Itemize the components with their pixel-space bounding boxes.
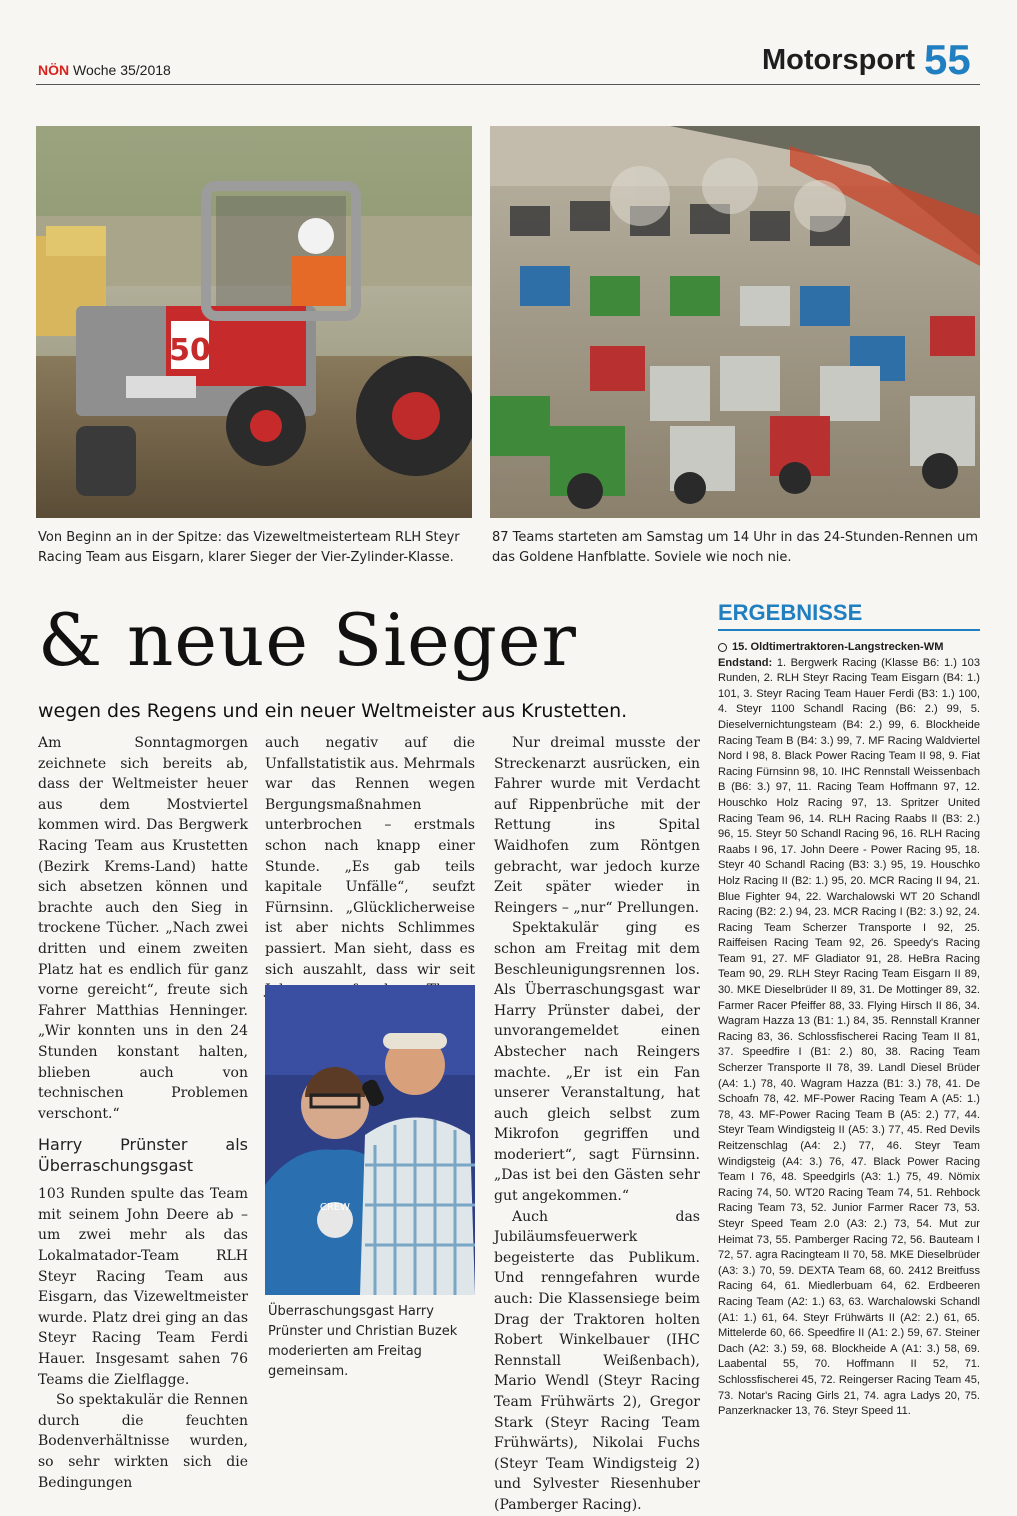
subheadline: wegen des Regens und ein neuer Weltmeister aus Krustetten. bbox=[38, 700, 628, 722]
tractor-number: 50 bbox=[169, 333, 211, 368]
right-photo-caption: 87 Teams starteten am Samstag um 14 Uhr in das 24-Stunden-Rennen um das Goldene Hanfblatte. Soviele wie noch nie. bbox=[492, 530, 979, 565]
guest-photo-caption: Überraschungsgast Harry Prünster und Christian Buzek moderierten am Freitag gemeinsam. bbox=[268, 1304, 458, 1379]
results-standings: 1. Bergwerk Racing (Klasse B6: 1.) 103 Runden, 2. RLH Steyr Racing Team Eisgarn (B4: 1.) 101, 3. Steyr Racing Team Hauer Ferdi (B3: 1.) 100, 4. Steyr 1100 Schandl Racing (B6: 2.) 99, 5. Dieselvernichtungsteam (B4: 2.) 99, 6. Blockheide Racing Team B (B4: 3.) 99, 7. MF Racing Waldviertel Nord I 98, 8. Black Power Racing Team II 98, 9. Fiat Racing Fürnsinn 98, 10. IHC Rennstall Weissenbach B (B6: 3.) 97, 11. Racing Team Hoffmann 97, 12. Houschko Holz Racing 97, 13. Spritzer United Racing Team 96, 14. RLH Racing Raabs II (B3: 2.) 96, 15. Steyr 50 Schandl Racing 96, 16. RLH Racing Raabs I 96, 17. John Deere - Power Racing 95, 18. Steyr 40 Schandl Racing (B3: 3.) 95, 19. Houschko Holz Racing II (B2: 1.) 95, 20. MCR Racing II 94, 21. Blue Fighter 94, 22. Warchalowski WT 20 Schandl Racing (B2: 2.) 94, 23. MCR Racing I (B2: 3.) 92, 24. Racing Team Scherzer Transporte I 92, 25. Raiffeisen Racing Team 92, 26. Speedy's Racing Team 91, 27. MF Gladiator 91, 28. HeBra Racing Team 90, 29. RLH Steyr Racing Team Eisgarn II 89, 30. MKE Dieselbrüder II 89, 31. De Mottinger 89, 32. Farmer Racer Pfeiffer 88, 33. Flying Hirsch II 86, 34. Wagram Hazza 13 (B1: 1.) 84, 35. Rennstall Kranner Racing 83, 36. Schlossfischerei Racing Team II 81, 37. Speedfire I (B1: 2.) 80, 38. Racing Team Scherzer Transporte II 78, 39. Landl Diesel Brüder (A4: 1.) 78, 40. Wagram Hazza (B1: 3.) 78, 41. De Schoafn 78, 42. MF-Power Racing Team A (A5: 1.) 78, 43. MF-Power Racing Team B (A5: 2.) 77, 44. Steyr Team Windigsteig II (A5: 3.) 77, 45. Red Devils Reitzenschlag (A4: 2.) 77, 46. Steyr Team Windigsteig (A4: 3.) 76, 47. Black Power Racing Team I 76, 48. Speedgirls (A3: 1.) 75, 49. Nömix Racing 74, 50. WT20 Racing Team 74, 51. Rehbock Racing Team 73, 52. Junior Farmer Racer 73, 53. Steyr Speed Team 2.0 (A3: 2.) 73, 54. Mut zur Heimat 73, 55. Pamberger Racing 72, 56. Bauteam I 72, 57. agra Racingteam II 70, 58. MKE Dieselbrüder (A3: 3.) 70, 59. DEXTA Team 68, 60. 2412 Breitfuss Racing 64, 61. Miedlerbuam 64, 62. Erdbeeren Racing Team (A2: 1.) 63, 63. Warchalowski Schandl (A1: 1.) 61, 64. Steyr Frühwärts II (A2: 2.) 61, 65. Mittelerde 60, 66. Speedfire II (A1: 2.) 59, 67. Steiner Dach (A2: 3.) 59, 68. Blockheide A (A1: 3.) 58, 69. Laabental 55, 70. Hoffmann II 52, 71. Schlossfischerei 45, 72. Reingerser Racing Team 45, 73. Notar's Racing Girls 21, 74. agra Ladys 20, 75. Panzerknacker 13, 76. Steyr Speed 11. bbox=[718, 656, 980, 1418]
paragraph-conditions: So spektakulär die Rennen durch die feuchten Bodenverhältnisse wurden, so sehr wirkten sich die Bedingungen bbox=[38, 1392, 248, 1491]
tractor-photo bbox=[36, 126, 472, 518]
guest-photo bbox=[265, 985, 475, 1295]
paragraph-guest: Spektakulär ging es schon am Freitag mit dem Beschleunigungsrennen los. Als Überraschungsgast war Harry Prünster dabei, der unvorangemeldet einen Abstecher nach Reingers machte. „Er ist ein Fan unserer Veranstaltung, hat auch gleich selbst zum Mikrofon gegriffen und moderiert“, sagt Fürnsinn. „Das ist bei den Gästen sehr gut angekommen.“ bbox=[494, 920, 700, 1205]
newspaper-logo: NÖN bbox=[38, 62, 70, 78]
article-column-3 bbox=[494, 733, 700, 1516]
paragraph-accidents: auch negativ auf die Unfallstatistik aus. Mehrmals war das Rennen wegen Bergungsmaßnahmen unterbrochen – erstmals schon nach knapp einer Stunde. „Es gab teils kapitale Unfälle“, seufzt Fürnsinn. „Glücklicherweise ist aber nichts Schlimmes passiert. Man sieht, dass es sich auszahlt, dass wir seit bbox=[265, 735, 475, 978]
section-title: Motorsport bbox=[762, 44, 916, 76]
paragraph-injuries: Nur dreimal musste der Streckenarzt ausrücken, ein Fahrer wurde mit Verdacht auf Rippenbrüche mit der Rettung ins Spital Waidhofen zum Röntgen gebracht, war jedoch kurze Zeit später wieder in Reingers – „nur“ Prellungen. bbox=[494, 735, 700, 916]
results-divider bbox=[718, 629, 980, 631]
article-column-1 bbox=[38, 733, 248, 1493]
results-title: ERGEBNISSE bbox=[718, 600, 863, 625]
paragraph-intro: Am Sonntagmorgen zeichnete sich bereits ab, dass der Weltmeister heuer aus dem Mostviertel kommen wird. Das Bergwerk Racing Team aus Krustetten (Bezirk Krems-Land) hatte sich absetzen können und brachte auch den Sieg in trockene Tücher. „Nach zwei dritten und einem zweiten Platz hat es endlich für ganz vorne gereicht“, freute sich Fahrer Matthias Henninger. „Wir konnten uns in den 24 Stunden konstant halten, blieben auch von technischen Problemen verschont.“ bbox=[38, 735, 248, 1122]
issue-week: Woche 35/2018 bbox=[73, 62, 171, 78]
results-event-title: 15. Oldtimertraktoren-Langstrecken-WM bbox=[732, 641, 944, 653]
bullet-circle-icon bbox=[718, 643, 727, 652]
paragraph-laps: 103 Runden spulte das Team mit seinem John Deere ab – um zwei mehr als das Lokalmatador-Team RLH Steyr Racing Team aus Eisgarn, das Vizeweltmeister wurde. Platz drei ging an das Steyr Racing Team Ferdi Hauer. Insgesamt sahen 76 Teams die Zielflagge. bbox=[38, 1186, 248, 1388]
results-event bbox=[718, 640, 980, 656]
results-box bbox=[718, 640, 980, 1420]
article-column-2 bbox=[265, 733, 475, 1021]
header-divider bbox=[36, 84, 980, 85]
left-photo-caption: Von Beginn an in der Spitze: das Vizeweltmeisterteam RLH Steyr Racing Team aus Eisgarn, klarer Sieger der Vier-Zylinder-Klasse. bbox=[38, 530, 460, 565]
paragraph-fireworks: Auch das Jubiläumsfeuerwerk begeisterte das Publikum. Und renngefahren wurde auch: Die Klassensiege beim Drag der Traktoren holten Robert Winkelbauer (IHC Rennstall Weißenbach), Mario Wendl (Steyr Racing Team Frühwärts 2), Gregor Stark (Steyr Racing Team Frühwärts), Nikolai Fuchs (Steyr Team Windigsteig 2) und Sylvester Riesenhuber (Pamberger Racing). bbox=[494, 1208, 700, 1513]
article-subhead: Harry Prünster als Überraschungsgast bbox=[38, 1135, 248, 1176]
shirt-print: CREW bbox=[319, 1202, 351, 1213]
headline: & neue Sieger bbox=[38, 598, 577, 682]
results-lead: Endstand: bbox=[718, 656, 773, 669]
page-number: 55 bbox=[924, 36, 971, 83]
issue-info bbox=[38, 62, 171, 78]
race-start-photo bbox=[490, 126, 980, 518]
